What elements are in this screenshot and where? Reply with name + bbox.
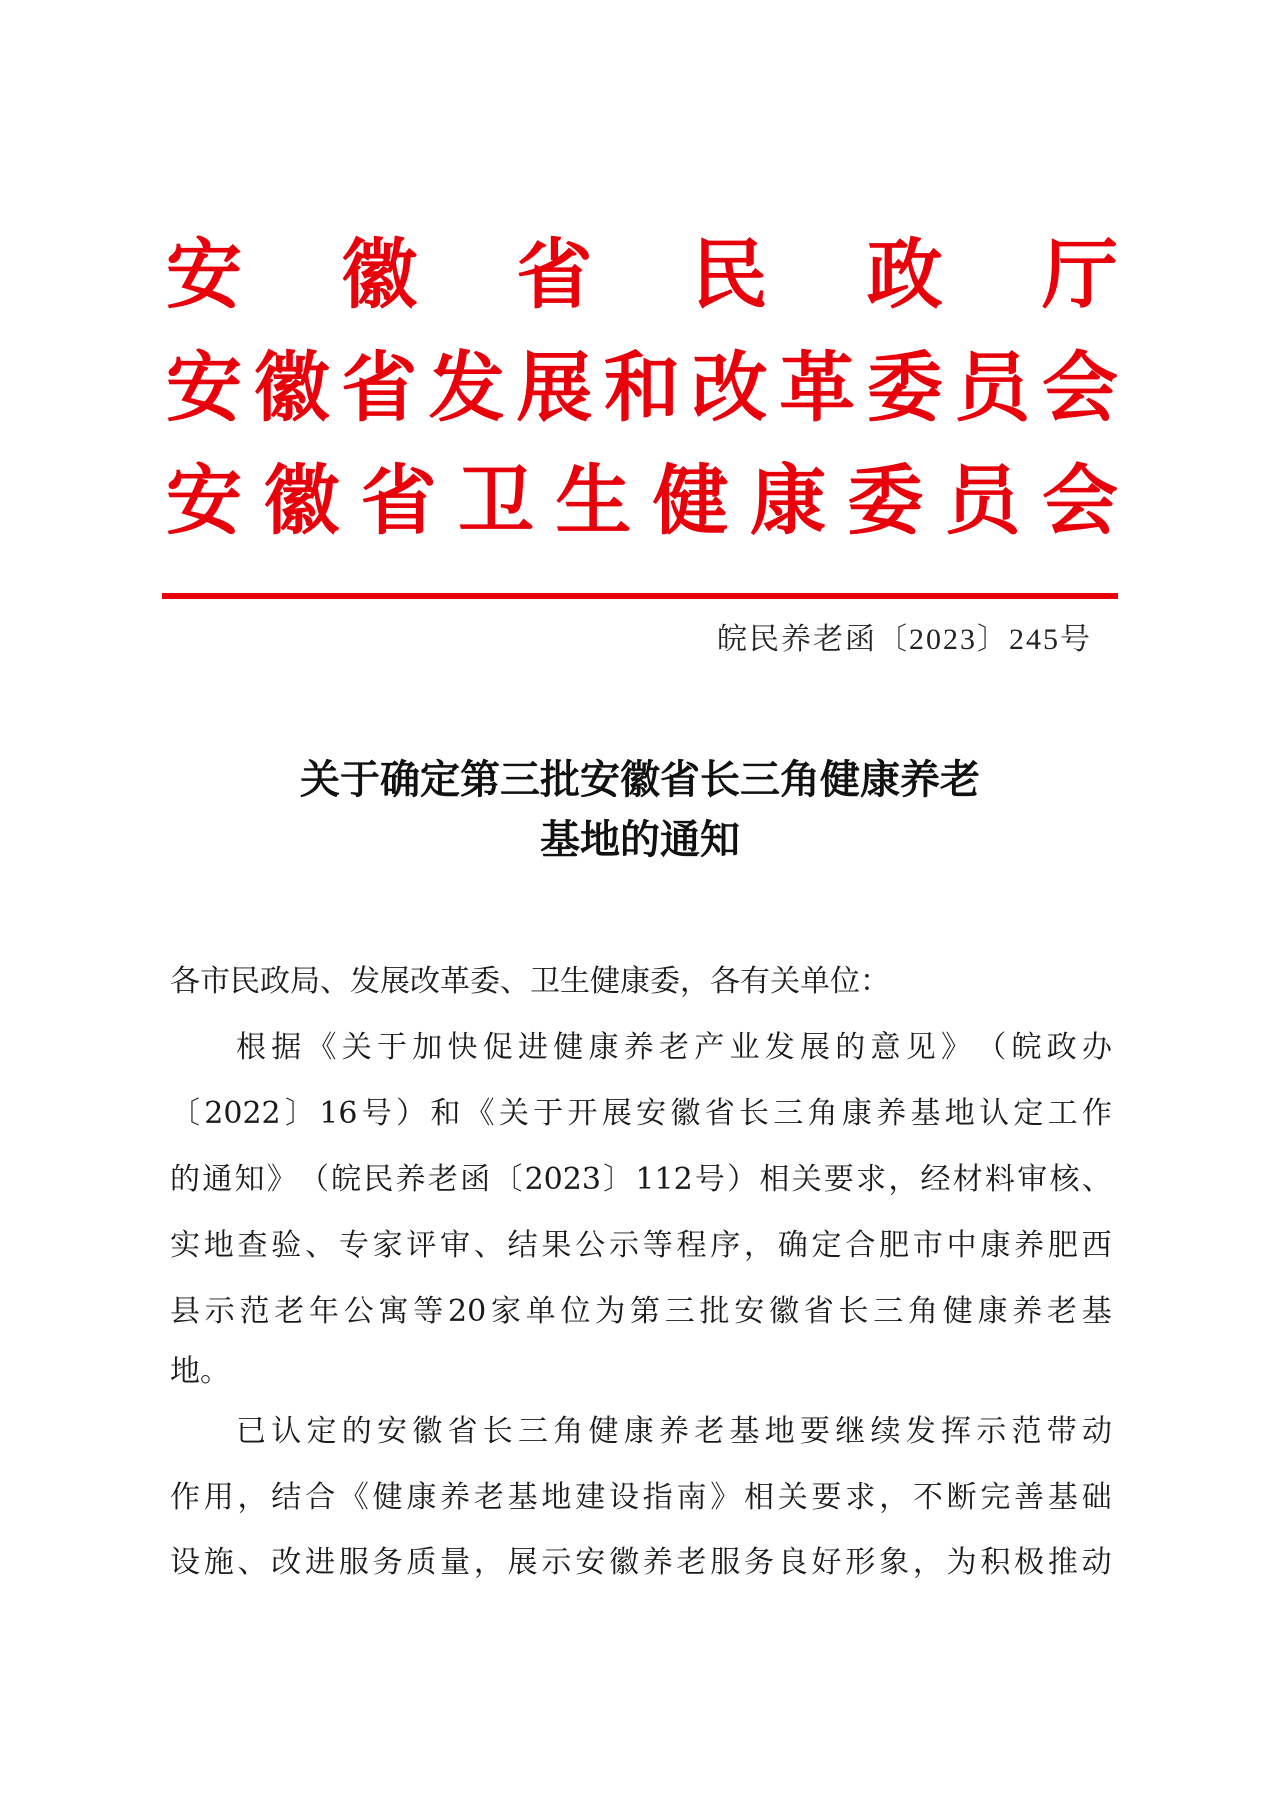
paragraph-1-line-4: 实 地 查 验 、 专 家 评 审 、 结 果 公 示 等 程 序 ， 确 定 合 肥 市 中 康 养 肥 西: [170, 1228, 1112, 1263]
red-divider-rule: [162, 593, 1118, 599]
letterhead-issuer-3: [166, 456, 1118, 546]
paragraph-1-line-5: 县 示 范 老 年 公 寓 等 20 家 单 位 为 第 三 批 安 徽 省 长 三 角 健 康 养 老 基: [170, 1294, 1112, 1329]
paragraph-1-line-3: 的 通 知 》 （ 皖 民 养 老 函 〔 2023 〕 112 号 ） 相 关 要 求 ， 经 材 料 审 核 、: [170, 1162, 1112, 1197]
document-title-line-1: 关于确定第三批安徽省长三角健康养老: [300, 756, 980, 803]
paragraph-2-line-1: 已 认 定 的 安 徽 省 长 三 角 健 康 养 老 基 地 要 继 续 发 挥 示 范 带 动: [236, 1414, 1112, 1449]
salutation: 各市民政局、发展改革委、卫生健康委，各有关单位：: [170, 964, 890, 999]
issuer-name: 安 徽 省 发 展 和 改 革 委 员 会: [166, 343, 1118, 432]
letterhead-issuer-2: [166, 343, 1118, 433]
paragraph-1-line-6: 地。: [170, 1354, 230, 1389]
issuer-name: 安 徽 省 卫 生 健 康 委 员 会: [166, 456, 1118, 545]
document-title-line-2: 基地的通知: [540, 816, 740, 863]
issuer-name: 安 徽 省 民 政 厅: [166, 230, 1118, 319]
document-number: 皖民养老函〔2023〕245号: [717, 623, 1092, 656]
paragraph-1-line-2: 〔 2022 〕 16 号 ） 和 《 关 于 开 展 安 徽 省 长 三 角 康 养 基 地 认 定 工 作: [170, 1096, 1112, 1131]
paragraph-1-line-1: 根 据 《 关 于 加 快 促 进 健 康 养 老 产 业 发 展 的 意 见 》 （ 皖 政 办: [236, 1030, 1112, 1065]
letterhead-issuer-1: [166, 230, 1118, 320]
paragraph-2-line-2: 作 用 ， 结 合 《 健 康 养 老 基 地 建 设 指 南 》 相 关 要 求 ， 不 断 完 善 基 础: [170, 1480, 1112, 1515]
paragraph-2-line-3: 设 施 、 改 进 服 务 质 量 ， 展 示 安 徽 养 老 服 务 良 好 形 象 ， 为 积 极 推 动: [170, 1545, 1112, 1580]
